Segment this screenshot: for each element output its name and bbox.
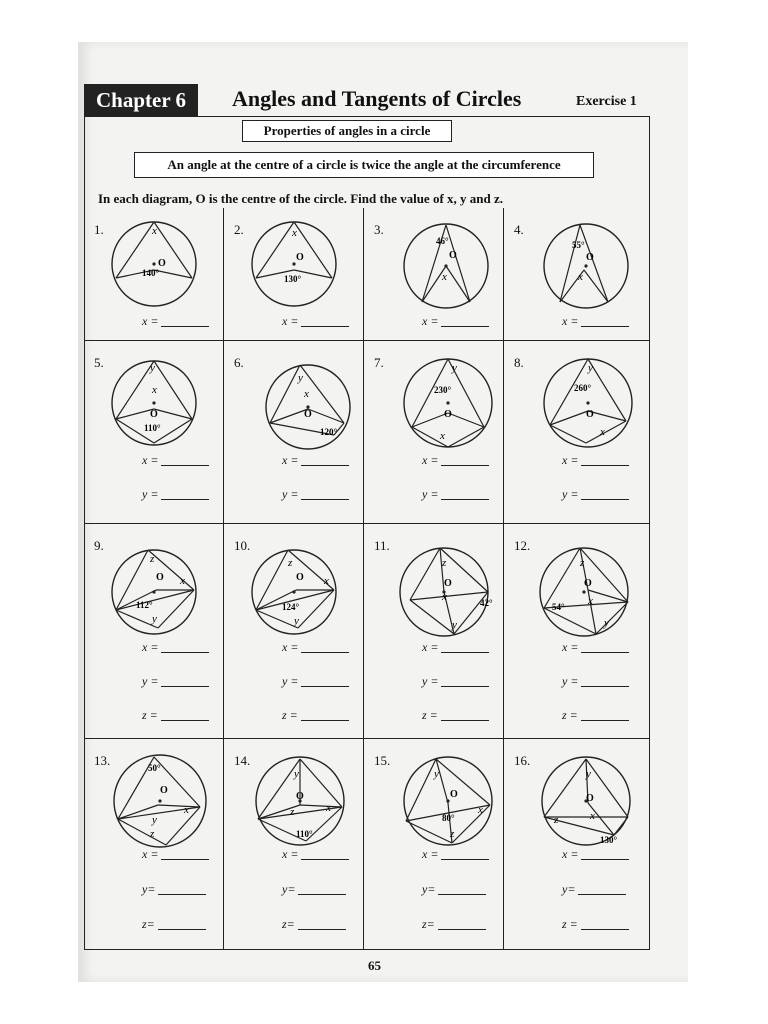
answer-blank[interactable] (581, 465, 629, 466)
answer-variable: x = (422, 314, 439, 328)
problem-cell (504, 524, 650, 739)
answer-blank[interactable] (438, 894, 486, 895)
answer-variable: z= (282, 917, 295, 931)
problem-number: 4. (514, 222, 524, 237)
problem-cell (364, 739, 504, 950)
answer-line[interactable] (562, 314, 629, 329)
circle-diagram (504, 530, 644, 650)
chord-line (410, 592, 488, 600)
answer-line[interactable] (562, 453, 629, 468)
chord-line (256, 222, 294, 278)
centre-point (446, 401, 449, 404)
chord-line (406, 821, 452, 843)
chord-line (256, 550, 288, 610)
problem-number: 15. (374, 753, 391, 768)
problem-cell (224, 739, 364, 950)
answer-blank[interactable] (161, 326, 209, 327)
answer-variable: x = (562, 453, 579, 467)
answer-blank[interactable] (161, 686, 209, 687)
problem-number: 5. (94, 355, 104, 370)
chord-line (298, 590, 334, 628)
answer-blank[interactable] (301, 652, 349, 653)
problem-number: 11. (374, 538, 390, 553)
theorem-box: An angle at the centre of a circle is twice the angle at the circumference (134, 152, 594, 178)
problem-cell (224, 341, 364, 524)
chord-line (154, 757, 200, 807)
answer-blank[interactable] (161, 465, 209, 466)
variable-label: x (588, 595, 593, 607)
centre-label: O (586, 252, 594, 263)
answer-blank[interactable] (581, 859, 629, 860)
variable-label: z (150, 828, 155, 840)
problem-cell (364, 208, 504, 341)
problem-cell (84, 208, 224, 341)
variable-label: x (600, 426, 605, 438)
page-number: 65 (368, 958, 381, 973)
variable-label: x (180, 575, 185, 587)
answer-blank[interactable] (581, 499, 629, 500)
answer-line[interactable] (282, 674, 349, 689)
answer-line[interactable] (422, 640, 489, 655)
centre-point (152, 401, 155, 404)
variable-label: y (298, 372, 303, 384)
answer-line[interactable] (562, 674, 629, 689)
answer-line[interactable] (562, 917, 629, 932)
answer-variable: y= (142, 882, 156, 896)
chord-line (446, 266, 470, 302)
answer-variable: x = (562, 847, 579, 861)
answer-variable: x = (562, 314, 579, 328)
answer-blank[interactable] (441, 499, 489, 500)
variable-label: x (152, 384, 157, 396)
answer-variable: x = (142, 847, 159, 861)
problem-cell (504, 739, 650, 950)
answer-blank[interactable] (301, 326, 349, 327)
variable-label: y (588, 362, 593, 374)
centre-point (586, 401, 589, 404)
variable-label: y (152, 814, 157, 826)
answer-blank[interactable] (581, 326, 629, 327)
answer-line[interactable] (422, 487, 489, 502)
centre-label: O (584, 578, 592, 589)
answer-blank[interactable] (441, 652, 489, 653)
answer-blank[interactable] (441, 326, 489, 327)
problem-number: 14. (234, 753, 251, 768)
chord-line (436, 759, 448, 803)
answer-blank[interactable] (581, 929, 629, 930)
centre-label: O (296, 791, 304, 802)
answer-variable: z= (422, 917, 435, 931)
answer-blank[interactable] (441, 465, 489, 466)
variable-label: y (434, 768, 439, 780)
circle-diagram (364, 530, 504, 650)
chord-line (596, 602, 628, 634)
answer-variable: x = (142, 640, 159, 654)
answer-blank[interactable] (578, 894, 626, 895)
problem-number: 1. (94, 222, 104, 237)
answer-blank[interactable] (161, 652, 209, 653)
problem-number: 7. (374, 355, 384, 370)
centre-point (158, 799, 161, 802)
answer-variable: x = (422, 640, 439, 654)
variable-label: y (152, 613, 157, 625)
variable-label: z (580, 557, 585, 569)
section-title: Properties of angles in a circle (242, 120, 452, 142)
answer-blank[interactable] (301, 499, 349, 500)
chord-line (448, 427, 484, 447)
variable-label: z (554, 814, 559, 826)
chord-line (148, 550, 194, 590)
circle-diagram (224, 347, 364, 467)
chord-line (270, 365, 300, 423)
answer-variable: x = (422, 847, 439, 861)
centre-point (582, 590, 585, 593)
angle-label: 110° (144, 423, 161, 433)
answer-variable: z = (562, 708, 578, 722)
circle-diagram (84, 530, 224, 650)
angle-label: 110° (296, 829, 313, 839)
centre-label: O (156, 572, 164, 583)
instruction-text: In each diagram, O is the centre of the circle. Find the value of x, y and z. (98, 191, 504, 206)
centre-label: O (449, 250, 457, 261)
answer-line[interactable] (422, 674, 489, 689)
chord-line (544, 759, 586, 817)
problem-cell (224, 208, 364, 341)
answer-line[interactable] (142, 882, 206, 897)
chord-line (412, 413, 448, 427)
chord-line (448, 413, 484, 427)
variable-label: x (578, 271, 583, 283)
chapter-label: Chapter 6 (84, 84, 198, 116)
variable-label: x (184, 804, 189, 816)
chord-line (586, 421, 626, 443)
variable-label: z (290, 806, 295, 818)
chord-line (550, 411, 588, 425)
answer-line[interactable] (282, 847, 349, 862)
variable-label: x (440, 430, 445, 442)
problem-cell (504, 341, 650, 524)
angle-label: 230° (434, 385, 452, 395)
answer-blank[interactable] (161, 720, 209, 721)
problem-number: 2. (234, 222, 244, 237)
answer-variable: y = (282, 674, 299, 688)
answer-line[interactable] (142, 917, 206, 932)
chord-line (154, 270, 192, 278)
answer-variable: z = (422, 708, 438, 722)
chord-line (436, 759, 490, 805)
angle-label: 46° (436, 236, 449, 246)
answer-variable: y= (562, 882, 576, 896)
answer-line[interactable] (562, 640, 629, 655)
problem-cell (504, 208, 650, 341)
answer-variable: x = (142, 314, 159, 328)
variable-label: y (586, 768, 591, 780)
chord-line (300, 759, 342, 807)
chord-line (544, 548, 580, 608)
answer-blank[interactable] (581, 686, 629, 687)
exercise-label: Exercise 1 (576, 94, 637, 109)
answer-variable: z= (142, 917, 155, 931)
answer-blank[interactable] (158, 894, 206, 895)
chord-line (158, 590, 194, 628)
answer-variable: y = (422, 674, 439, 688)
chord-line (410, 548, 440, 600)
problem-number: 12. (514, 538, 531, 553)
problem-number: 8. (514, 355, 524, 370)
variable-label: z (150, 553, 155, 565)
answer-blank[interactable] (161, 859, 209, 860)
answer-variable: y = (562, 487, 579, 501)
answer-line[interactable] (142, 847, 209, 862)
angle-label: 120° (320, 427, 338, 437)
answer-variable: x = (282, 847, 299, 861)
answer-blank[interactable] (298, 894, 346, 895)
centre-label: O (586, 409, 594, 420)
page-header (84, 84, 654, 120)
variable-label: z (442, 557, 447, 569)
answer-variable: y = (282, 487, 299, 501)
problem-number: 9. (94, 538, 104, 553)
answer-blank[interactable] (161, 499, 209, 500)
answer-variable: z = (562, 917, 578, 931)
answer-variable: x = (282, 640, 299, 654)
problem-number: 3. (374, 222, 384, 237)
centre-point (444, 264, 447, 267)
answer-variable: y = (562, 674, 579, 688)
variable-label: y (452, 362, 457, 374)
centre-label: O (444, 409, 452, 420)
centre-label: O (444, 578, 452, 589)
answer-blank[interactable] (438, 929, 486, 930)
chord-line (294, 222, 332, 278)
angle-label: 130° (284, 274, 302, 284)
problem-number: 16. (514, 753, 531, 768)
answer-blank[interactable] (441, 720, 489, 721)
answer-variable: y = (142, 487, 159, 501)
answer-variable: x = (282, 453, 299, 467)
problem-number: 10. (234, 538, 251, 553)
chord-line (560, 225, 580, 302)
variable-label: x (292, 227, 297, 239)
chord-line (300, 805, 342, 807)
answer-line[interactable] (562, 847, 629, 862)
centre-point (152, 590, 155, 593)
variable-label: z (288, 557, 293, 569)
centre-label: O (450, 789, 458, 800)
answer-line[interactable] (422, 453, 489, 468)
problem-cell (364, 341, 504, 524)
chord-line (166, 807, 200, 845)
chord-line (154, 222, 192, 278)
answer-line[interactable] (282, 640, 349, 655)
centre-label: O (304, 409, 312, 420)
variable-label: z (450, 828, 455, 840)
answer-blank[interactable] (301, 859, 349, 860)
centre-label: O (150, 409, 158, 420)
variable-label: x (442, 591, 447, 603)
answer-variable: y = (422, 487, 439, 501)
answer-variable: x = (142, 453, 159, 467)
variable-label: x (590, 810, 595, 822)
angle-label: 50° (148, 763, 161, 773)
answer-line[interactable] (142, 487, 209, 502)
problem-cell (84, 341, 224, 524)
answer-blank[interactable] (301, 686, 349, 687)
answer-line[interactable] (142, 674, 209, 689)
problem-number: 6. (234, 355, 244, 370)
variable-label: y (150, 362, 155, 374)
variable-label: x (324, 575, 329, 587)
answer-variable: y= (422, 882, 436, 896)
answer-line[interactable] (422, 314, 489, 329)
variable-label: x (442, 271, 447, 283)
answer-variable: z = (282, 708, 298, 722)
centre-point (292, 590, 295, 593)
problem-number: 13. (94, 753, 111, 768)
answer-variable: y= (282, 882, 296, 896)
answer-line[interactable] (422, 847, 489, 862)
angle-label: 54° (552, 602, 565, 612)
answer-line[interactable] (282, 314, 349, 329)
angle-label: 140° (142, 268, 160, 278)
problem-cell (364, 524, 504, 739)
variable-label: x (326, 802, 331, 814)
answer-variable: x = (422, 453, 439, 467)
answer-blank[interactable] (298, 929, 346, 930)
angle-label: 130° (600, 835, 618, 845)
chord-line (406, 759, 436, 821)
answer-line[interactable] (562, 882, 626, 897)
variable-label: y (294, 768, 299, 780)
answer-variable: x = (562, 640, 579, 654)
answer-line[interactable] (562, 708, 629, 723)
answer-line[interactable] (142, 314, 209, 329)
chord-line (580, 225, 608, 302)
problem-grid (84, 208, 650, 950)
angle-label: 55° (572, 240, 585, 250)
answer-line[interactable] (142, 640, 209, 655)
angle-label: 124° (282, 602, 300, 612)
answer-line[interactable] (142, 453, 209, 468)
variable-label: x (152, 225, 157, 237)
circle-diagram (364, 347, 504, 467)
variable-label: y (294, 615, 299, 627)
centre-point (584, 264, 587, 267)
answer-blank[interactable] (441, 686, 489, 687)
angle-label: 112° (136, 600, 153, 610)
centre-label: O (586, 793, 594, 804)
answer-line[interactable] (142, 708, 209, 723)
answer-line[interactable] (282, 917, 346, 932)
variable-label: y (604, 617, 609, 629)
answer-line[interactable] (282, 487, 349, 502)
answer-blank[interactable] (581, 652, 629, 653)
chord-line (584, 270, 608, 302)
answer-blank[interactable] (581, 720, 629, 721)
page-title: Angles and Tangents of Circles (232, 86, 522, 111)
problem-cell (84, 739, 224, 950)
problem-cell (84, 524, 224, 739)
angle-label: 42° (480, 598, 493, 608)
answer-line[interactable] (282, 882, 346, 897)
answer-line[interactable] (422, 917, 486, 932)
chord-line (580, 548, 628, 602)
chord-line (158, 805, 200, 807)
answer-line[interactable] (282, 453, 349, 468)
chord-line (550, 425, 586, 443)
angle-label: 260° (574, 383, 592, 393)
circle-diagram (504, 347, 644, 467)
variable-label: x (478, 804, 483, 816)
circle-diagram (224, 530, 364, 650)
centre-point (152, 262, 155, 265)
answer-line[interactable] (422, 882, 486, 897)
answer-line[interactable] (562, 487, 629, 502)
answer-variable: x = (282, 314, 299, 328)
answer-variable: y = (142, 674, 159, 688)
chord-line (614, 817, 628, 835)
answer-blank[interactable] (301, 465, 349, 466)
centre-label: O (158, 258, 166, 269)
answer-variable: z = (142, 708, 158, 722)
chord-line (446, 225, 470, 302)
angle-label: 80° (442, 813, 455, 823)
variable-label: y (452, 619, 457, 631)
circle-diagram (84, 347, 224, 467)
problem-cell (224, 524, 364, 739)
answer-blank[interactable] (158, 929, 206, 930)
answer-blank[interactable] (301, 720, 349, 721)
centre-label: O (160, 785, 168, 796)
answer-line[interactable] (282, 708, 349, 723)
variable-label: x (304, 388, 309, 400)
answer-blank[interactable] (441, 859, 489, 860)
centre-label: O (296, 572, 304, 583)
answer-line[interactable] (422, 708, 489, 723)
centre-label: O (296, 252, 304, 263)
